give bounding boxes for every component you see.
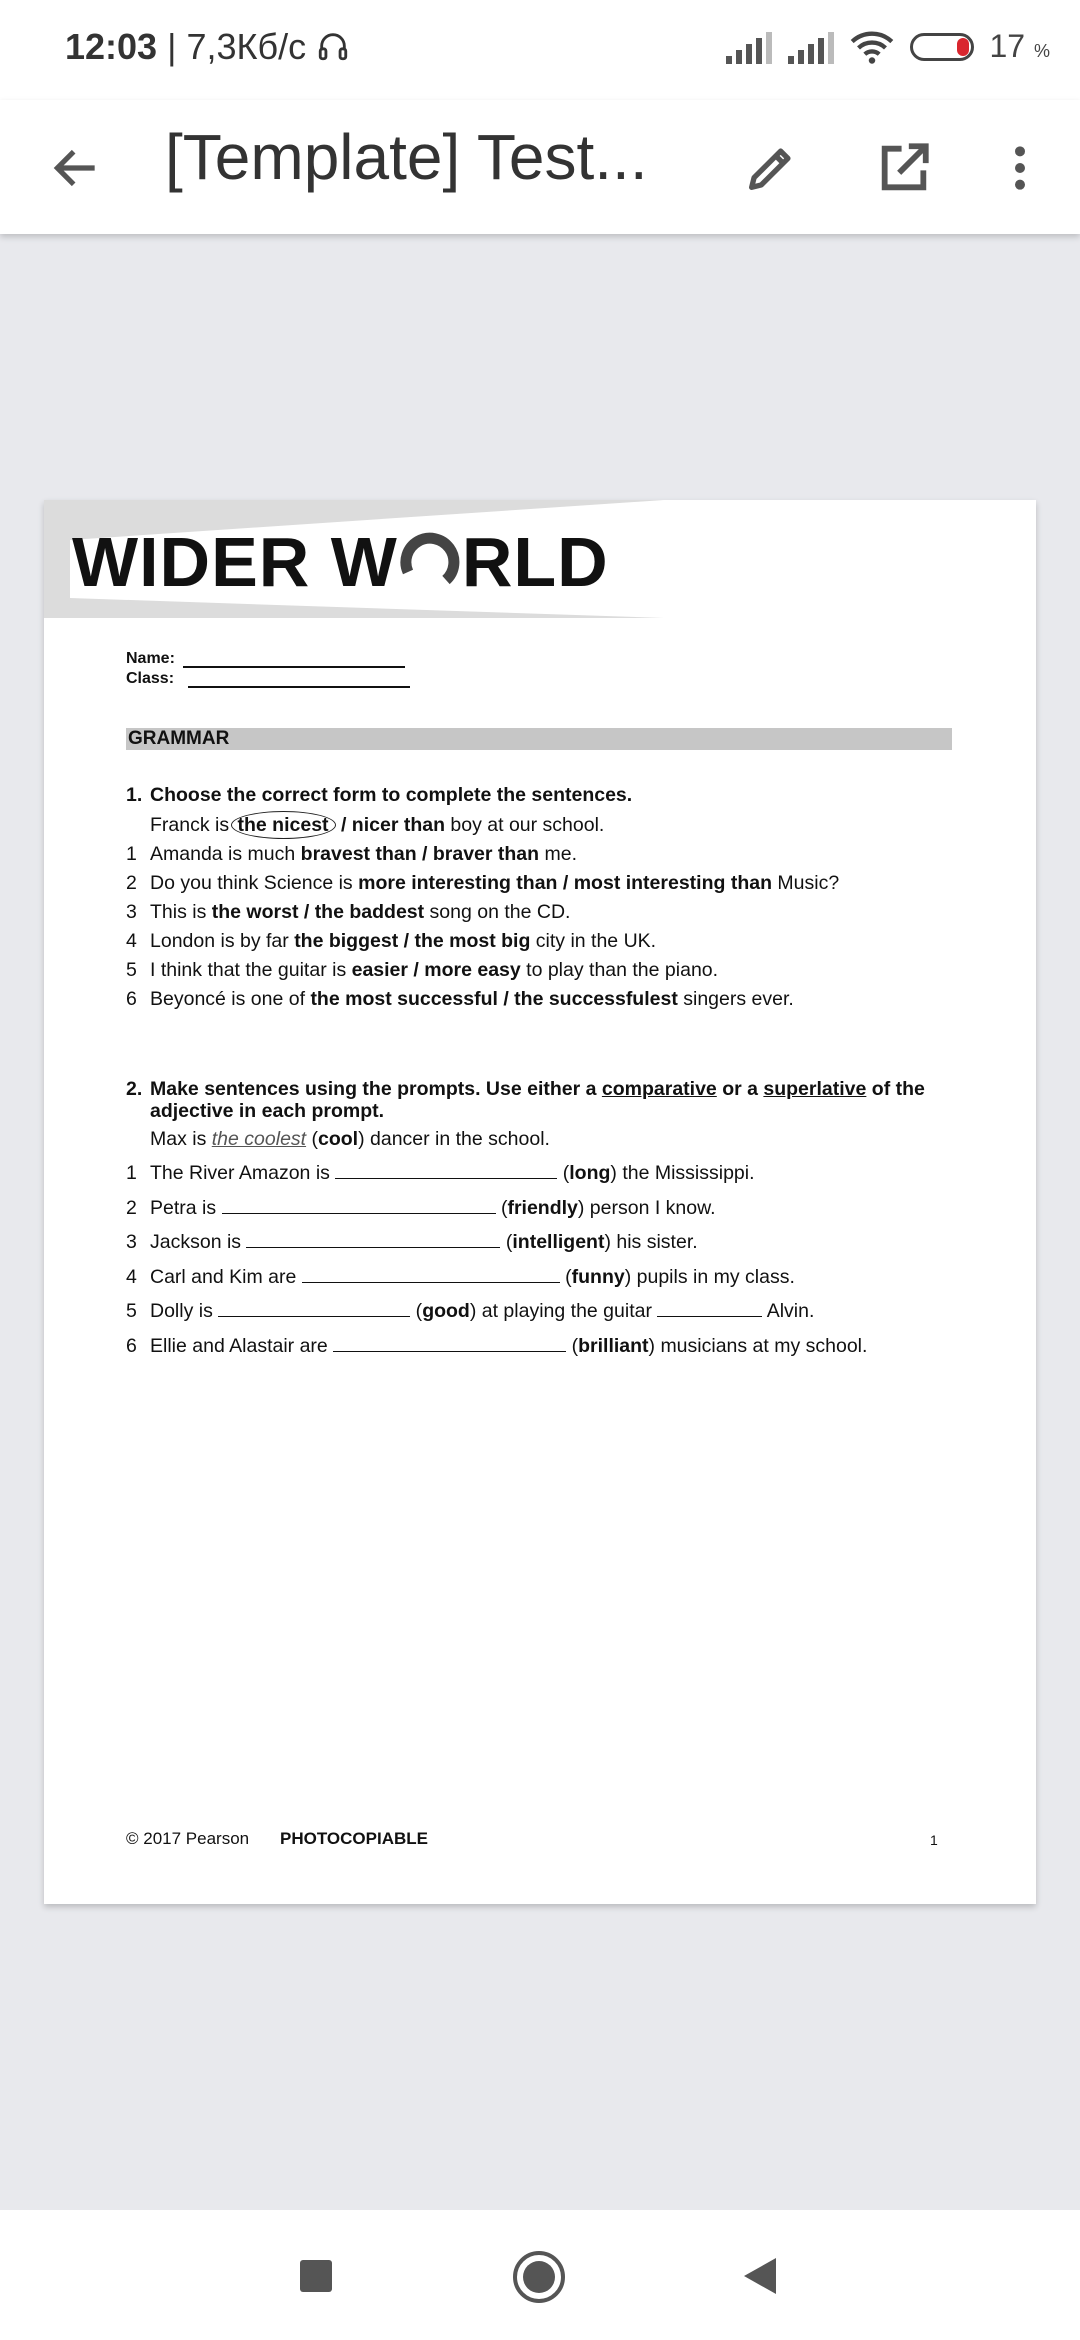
q2-item: 6 Ellie and Alastair are (brilliant) musicians at my school. xyxy=(126,1334,868,1357)
wifi-icon xyxy=(850,29,894,65)
q1-item: 6 Beyoncé is one of the most successful / the successfulest singers ever. xyxy=(126,988,794,1010)
q1-item: 3 This is the worst / the baddest song on the CD. xyxy=(126,901,571,923)
headphones-icon xyxy=(316,29,350,63)
status-time xyxy=(65,26,350,68)
q2-item: 1 The River Amazon is (long) the Mississippi. xyxy=(126,1162,755,1184)
circled-answer: the nicest xyxy=(231,811,336,839)
back-button[interactable] xyxy=(36,128,116,208)
network-speed: | 7,3Кб/с xyxy=(167,26,307,67)
document-page[interactable] xyxy=(44,500,1036,1904)
battery-icon xyxy=(910,33,974,61)
brand-o-icon xyxy=(400,532,460,592)
q2-item: 4 Carl and Kim are (funny) pupils in my class. xyxy=(126,1265,795,1288)
section-heading: GRAMMAR xyxy=(126,728,952,750)
q1-instruction: 1. Choose the correct form to complete the sentences. xyxy=(126,784,633,806)
navigation-bar xyxy=(0,2210,1080,2340)
answer-blank[interactable] xyxy=(302,1266,560,1283)
more-options-button[interactable] xyxy=(980,128,1060,208)
q1-item: 4 London is by far the biggest / the most big city in the UK. xyxy=(126,930,657,952)
clock: 12:03 xyxy=(65,26,158,67)
q2-instruction-line2: adjective in each prompt. xyxy=(150,1100,385,1122)
signal-icon-2 xyxy=(788,30,834,64)
app-bar xyxy=(0,100,1080,234)
name-field: Name: xyxy=(126,650,405,668)
recents-button[interactable] xyxy=(300,2260,332,2292)
signal-icon xyxy=(726,30,772,64)
q2-item: 5 Dolly is (good) at playing the guitar Alvin. xyxy=(126,1300,815,1322)
class-field: Class: xyxy=(126,670,410,688)
status-bar xyxy=(0,0,1080,100)
page-number: 1 xyxy=(930,1832,938,1848)
answer-blank[interactable] xyxy=(222,1197,496,1214)
back-nav-button[interactable] xyxy=(742,2256,778,2296)
battery-level: 17 % xyxy=(989,28,1050,64)
q2-example: Max is the coolest (cool) dancer in the school. xyxy=(150,1128,550,1150)
pencil-icon xyxy=(742,139,800,197)
home-button[interactable] xyxy=(512,2250,566,2304)
answer-blank[interactable] xyxy=(246,1231,500,1248)
answer-blank[interactable] xyxy=(333,1335,566,1352)
q1-item: 2 Do you think Science is more interesting than / most interesting than Music? xyxy=(126,872,840,894)
copyright-text: © 2017 Pearson xyxy=(126,1829,250,1848)
q2-instruction: 2. Make sentences using the prompts. Use either a comparative or a superlative of the xyxy=(126,1078,925,1100)
answer-blank[interactable] xyxy=(335,1162,557,1179)
edit-button[interactable] xyxy=(731,128,811,208)
more-vert-icon xyxy=(1010,143,1030,193)
arrow-back-icon xyxy=(48,140,104,196)
photocopiable-label: PHOTOCOPIABLE xyxy=(280,1829,428,1848)
brand-logo: WIDER W RLD xyxy=(72,523,609,601)
open-in-new-icon xyxy=(875,139,933,197)
answer-blank[interactable] xyxy=(657,1300,762,1317)
q1-item: 5 I think that the guitar is easier / more easy to play than the piano. xyxy=(126,959,719,981)
q2-item: 3 Jackson is (intelligent) his sister. xyxy=(126,1231,698,1253)
answer-blank[interactable] xyxy=(218,1300,410,1317)
open-external-button[interactable] xyxy=(864,128,944,208)
document-title: [Template] Test... xyxy=(165,121,648,193)
q2-item: 2 Petra is (friendly) person I know. xyxy=(126,1196,716,1219)
q1-item: 1 Amanda is much bravest than / braver than me. xyxy=(126,843,578,865)
q1-example: Franck is the nicest / nicer than boy at our school. xyxy=(150,814,604,837)
